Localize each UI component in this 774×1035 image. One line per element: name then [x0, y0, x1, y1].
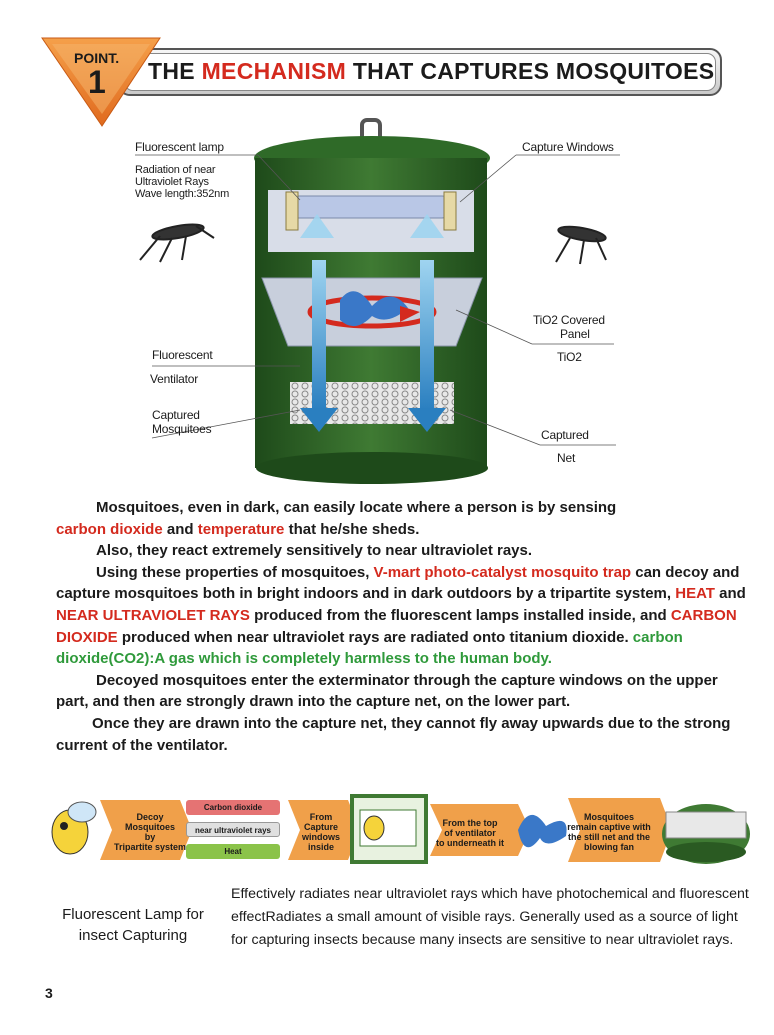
label-radiation-3: Wave length:352nm — [135, 188, 230, 200]
mosquito-trap-diagram — [0, 110, 774, 490]
label-captured-net-1: Captured — [541, 428, 589, 442]
label-capture-windows: Capture Windows — [522, 140, 614, 154]
flow-step-3: From the top of ventilator to underneath it — [436, 818, 504, 848]
paragraph-1: Mosquitoes, even in dark, can easily locate where a person is by sensing carbon dioxide and temperature that he/she sheds. — [56, 499, 617, 538]
title-highlight: MECHANISM — [201, 58, 347, 84]
pill-carbon-dioxide: Carbon dioxide — [186, 800, 280, 815]
label-captured-mosquitoes-2: Mosquitoes — [152, 422, 212, 436]
flow-step-2: From Capture windows inside — [302, 812, 340, 852]
lamp-title: Fluorescent Lamp for insect Capturing — [62, 906, 204, 944]
body-text — [56, 497, 746, 756]
paragraph-2: Also, they react extremely sensitively to near ultraviolet rays. — [96, 542, 533, 560]
label-captured-mosquitoes-1: Captured — [152, 408, 200, 422]
pill-heat: Heat — [186, 844, 280, 859]
pill-near-uv: near ultraviolet rays — [186, 822, 280, 837]
point-number: 1 — [88, 64, 106, 100]
label-tio2-panel-1: TiO2 Covered — [533, 313, 605, 327]
paragraph-4: Decoyed mosquitoes enter the exterminator through the capture windows on the upper part, and then are strongly drawn into the capture net, on the lower part. — [56, 671, 718, 711]
label-ventilator: Ventilator — [150, 372, 199, 386]
label-radiation-2: Ultraviolet Rays — [135, 176, 209, 188]
page-number: 3 — [45, 985, 53, 1001]
label-fluorescent-lamp: Fluorescent lamp — [135, 140, 224, 154]
page-title: THE MECHANISM THAT CAPTURES MOSQUITOES — [148, 58, 715, 84]
flow-step-1: Decoy Mosquitoes by Tripartite system — [113, 812, 187, 852]
label-radiation-1: Radiation of near — [135, 164, 216, 176]
label-fluorescent: Fluorescent — [152, 348, 213, 362]
label-captured-net-2: Net — [557, 451, 576, 465]
label-tio2: TiO2 — [557, 350, 582, 364]
point-label: POINT. — [74, 50, 120, 66]
paragraph-5: Once they are drawn into the capture net, they cannot fly away upwards due to the strong current of the ventilator. — [56, 714, 731, 754]
flow-step-4: Mosquitoes remain captive with the still net and the blowing fan — [567, 812, 651, 852]
label-tio2-panel-2: Panel — [560, 327, 590, 341]
paragraph-3: Using these properties of mosquitoes, V-mart photo-catalyst mosquito trap can decoy and capture mosquitoes both in bright indoors and in dark outdoors by a tripartite system, HEAT and NEAR ULTRAVIOLET RAYS produced from the fluorescent lamps installed inside, and CARBON DIOXIDE produced when near ultraviolet rays are radiated onto titanium dioxide. carbon dioxide(CO2):A gas which is completely harmless to the human body. — [56, 563, 746, 668]
lamp-description: Effectively radiates near ultraviolet rays which have photochemical and fluorescent effectRadiates a small amount of visible rays. Generally used as a source of light for capturing insects because many insects are sensitive to near ultraviolet rays. — [231, 886, 749, 948]
